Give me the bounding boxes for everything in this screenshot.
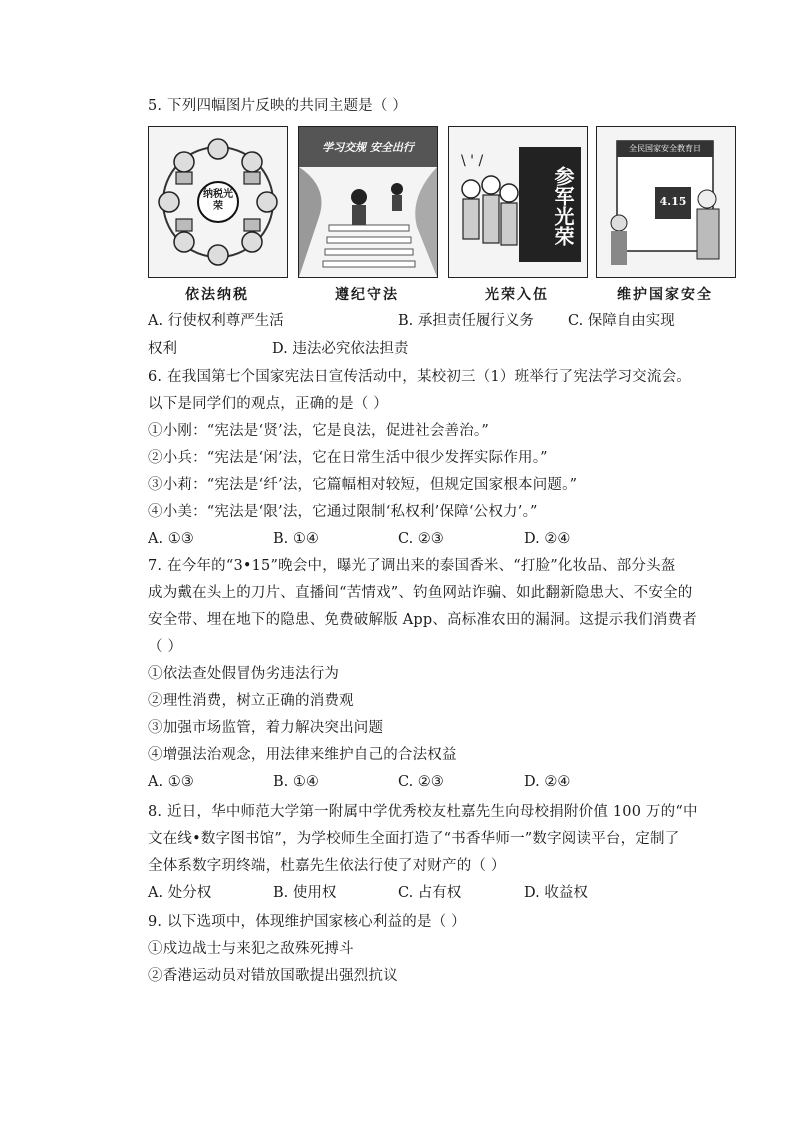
q7-item-3: ③加强市场监管，着力解决突出问题 bbox=[148, 720, 384, 736]
q6-item-2: ②小兵：“宪法是‘闲’法，它在日常生活中很少发挥实际作用。” bbox=[148, 450, 548, 466]
q6-option-d: D. ②④ bbox=[524, 531, 571, 547]
caption-tax: 依法纳税 bbox=[185, 287, 249, 303]
q6-stem-1: 6. 在我国第七个国家宪法日宣传活动中，某校初三（1）班举行了宪法学习交流会。 bbox=[148, 369, 691, 385]
q6-stem-2: 以下是同学们的观点，正确的是（ ） bbox=[148, 396, 389, 412]
q6-item-1: ①小刚：“宪法是‘贤’法，它是良法，促进社会善治。” bbox=[148, 423, 489, 439]
caption-security: 维护国家安全 bbox=[617, 287, 713, 303]
panel-enlist bbox=[448, 126, 588, 278]
q5-option-b: B. 承担责任履行义务 bbox=[398, 313, 534, 329]
q6-item-4: ④小美：“宪法是‘限’法，它通过限制‘私权利’保障‘公权力’。” bbox=[148, 504, 538, 520]
q8-stem-3: 全体系数字玥终端，杜嘉先生依法行使了对财产的（ ） bbox=[148, 858, 506, 874]
caption-enlist: 光荣入伍 bbox=[485, 287, 549, 303]
q6-item-3: ③小莉：“宪法是‘纤’法，它篇幅相对较短，但规定国家根本问题。” bbox=[148, 477, 578, 493]
q8-option-a: A. 处分权 bbox=[148, 885, 212, 901]
q7-stem-1: 7. 在今年的“3•15”晚会中，曝光了调出来的泰国香米、“打脸”化妆品、部分头盔 bbox=[148, 558, 676, 574]
q7-item-4: ④增强法治观念，用法律来维护自己的合法权益 bbox=[148, 747, 457, 763]
q7-option-a: A. ①③ bbox=[148, 774, 194, 790]
q9-item-1: ①戍边战士与来犯之敌殊死搏斗 bbox=[148, 941, 354, 957]
q7-item-2: ②理性消费，树立正确的消费观 bbox=[148, 693, 354, 709]
q7-item-1: ①依法查处假冒伪劣违法行为 bbox=[148, 666, 340, 682]
q6-option-b: B. ①④ bbox=[273, 531, 319, 547]
panel-security bbox=[596, 126, 736, 278]
security-date: 4.15 bbox=[659, 195, 687, 208]
q9-item-2: ②香港运动员对错放国歌提出强烈抗议 bbox=[148, 968, 398, 984]
panel-tax bbox=[148, 126, 288, 278]
traffic-slogan: 学习交规 安全出行 bbox=[322, 141, 414, 154]
q8-option-b: B. 使用权 bbox=[273, 885, 337, 901]
q8-stem-1: 8. 近日，华中师范大学第一附属中学优秀校友杜嘉先生向母校捐附价值 100 万的“中 bbox=[148, 804, 698, 820]
q5-stem: 5. 下列四幅图片反映的共同主题是（ ） bbox=[148, 98, 408, 114]
q7-stem-4: （ ） bbox=[148, 639, 183, 655]
panel-traffic bbox=[298, 126, 438, 278]
q7-stem-3: 安全带、埋在地下的隐患、免费破解版 App、高标准农田的漏洞。这提示我们消费者 bbox=[148, 612, 697, 628]
q7-option-b: B. ①④ bbox=[273, 774, 319, 790]
caption-traffic: 遵纪守法 bbox=[335, 287, 399, 303]
q5-option-a: A. 行使权利尊严生活 bbox=[148, 313, 284, 329]
q5-option-d: D. 违法必究依法担责 bbox=[272, 341, 409, 357]
q5-option-c-cont: 权利 bbox=[148, 341, 177, 357]
q7-stem-2: 成为戴在头上的刀片、直播间“苦情戏”、钓鱼网站诈骗、如此翻新隐患大、不安全的 bbox=[148, 585, 693, 601]
tax-badge-text: 纳税光荣 bbox=[203, 189, 233, 212]
enlist-banner-text: 参军光荣 bbox=[551, 165, 575, 246]
q8-stem-2: 文在线•数字图书馆”，为学校师生全面打造了“书香华师一”数字阅读平台，定制了 bbox=[148, 831, 680, 847]
q8-option-c: C. 占有权 bbox=[398, 885, 462, 901]
q7-option-c: C. ②③ bbox=[398, 774, 444, 790]
svg-text:\ ' /: \ ' / bbox=[461, 153, 484, 169]
q5-image-panels bbox=[148, 126, 734, 306]
q8-option-d: D. 收益权 bbox=[524, 885, 588, 901]
q6-option-c: C. ②③ bbox=[398, 531, 444, 547]
q7-option-d: D. ②④ bbox=[524, 774, 571, 790]
q9-stem: 9. 以下选项中，体现维护国家核心利益的是（ ） bbox=[148, 914, 466, 930]
q6-option-a: A. ①③ bbox=[148, 531, 194, 547]
security-poster-title: 全民国家安全教育日 bbox=[629, 144, 701, 153]
q5-option-c: C. 保障自由实现 bbox=[568, 313, 675, 329]
